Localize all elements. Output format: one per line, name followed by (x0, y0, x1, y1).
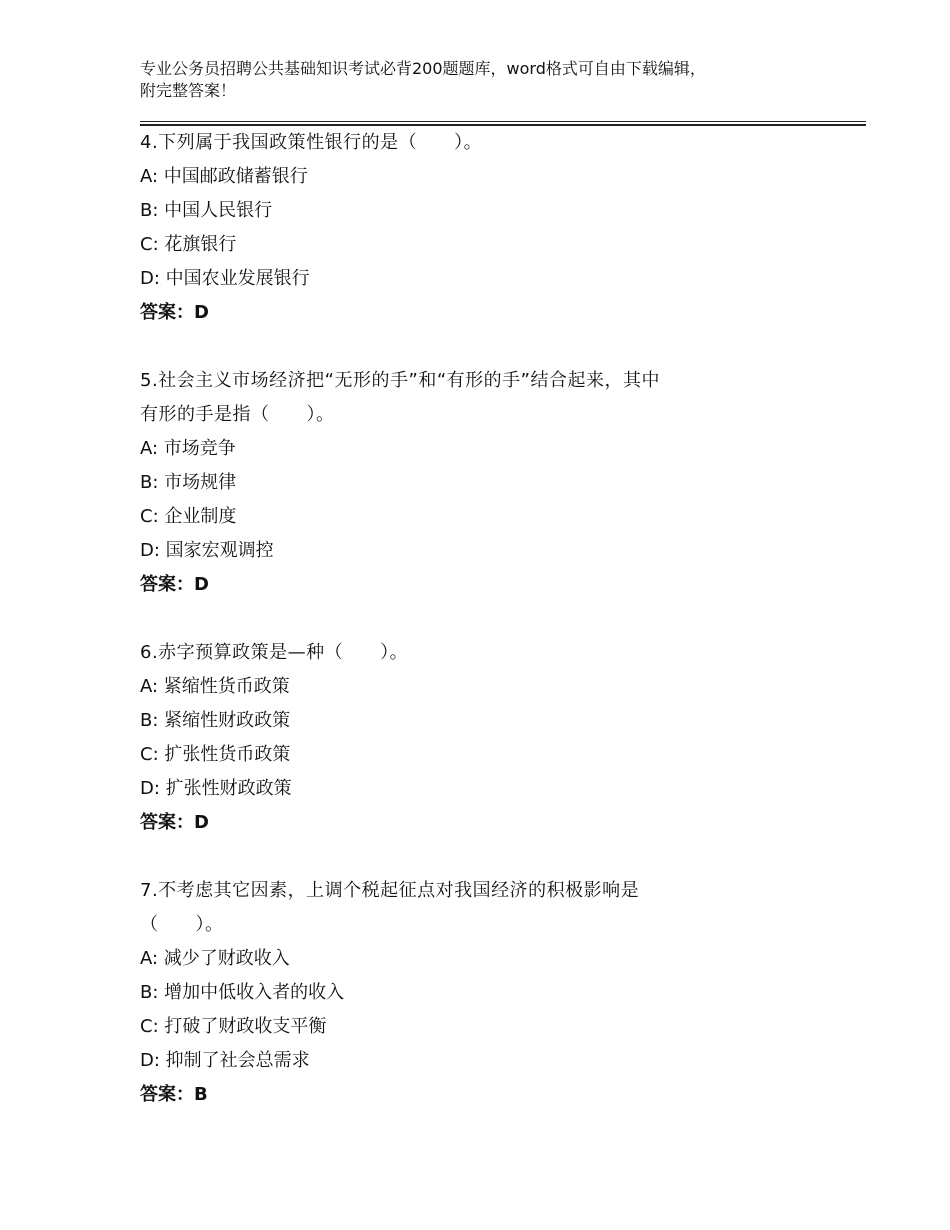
answer-label: 答案：B (140, 1084, 208, 1105)
option-a: A: 市场竞争 (140, 438, 236, 459)
question-4 (140, 126, 840, 330)
question-list (140, 126, 840, 1112)
header-line-1: 专业公务员招聘公共基础知识考试必背200题题库，word格式可自由下载编辑， (140, 59, 706, 78)
question-5 (140, 364, 840, 602)
option-b: B: 市场规律 (140, 472, 237, 493)
question-text: 6.赤字预算政策是—种（ ）。 (140, 642, 409, 663)
question-text-continued: （ ）。 (140, 914, 224, 935)
option-a: A: 减少了财政收入 (140, 948, 290, 969)
question-7 (140, 874, 840, 1112)
option-b: B: 中国人民银行 (140, 200, 273, 221)
header-divider (140, 121, 866, 122)
option-c: C: 企业制度 (140, 506, 237, 527)
option-d: D: 扩张性财政政策 (140, 778, 292, 799)
document-header (140, 58, 840, 102)
question-text-continued: 有形的手是指（ ）。 (140, 404, 335, 425)
answer-label: 答案：D (140, 302, 209, 323)
option-d: D: 抑制了社会总需求 (140, 1050, 310, 1071)
option-d: D: 中国农业发展银行 (140, 268, 310, 289)
question-6 (140, 636, 840, 840)
option-b: B: 增加中低收入者的收入 (140, 982, 345, 1003)
answer-label: 答案：D (140, 812, 209, 833)
option-b: B: 紧缩性财政政策 (140, 710, 291, 731)
answer-label: 答案：D (140, 574, 209, 595)
option-c: C: 扩张性货币政策 (140, 744, 291, 765)
option-d: D: 国家宏观调控 (140, 540, 274, 561)
option-a: A: 紧缩性货币政策 (140, 676, 290, 697)
header-line-2: 附完整答案！ (140, 81, 237, 100)
option-a: A: 中国邮政储蓄银行 (140, 166, 308, 187)
option-c: C: 花旗银行 (140, 234, 237, 255)
question-text: 5.社会主义市场经济把“无形的手”和“有形的手”结合起来，其中 (140, 370, 660, 391)
question-text: 7.不考虑其它因素，上调个税起征点对我国经济的积极影响是 (140, 880, 640, 901)
option-c: C: 打破了财政收支平衡 (140, 1016, 327, 1037)
question-text: 4.下列属于我国政策性银行的是（ ）。 (140, 132, 483, 153)
